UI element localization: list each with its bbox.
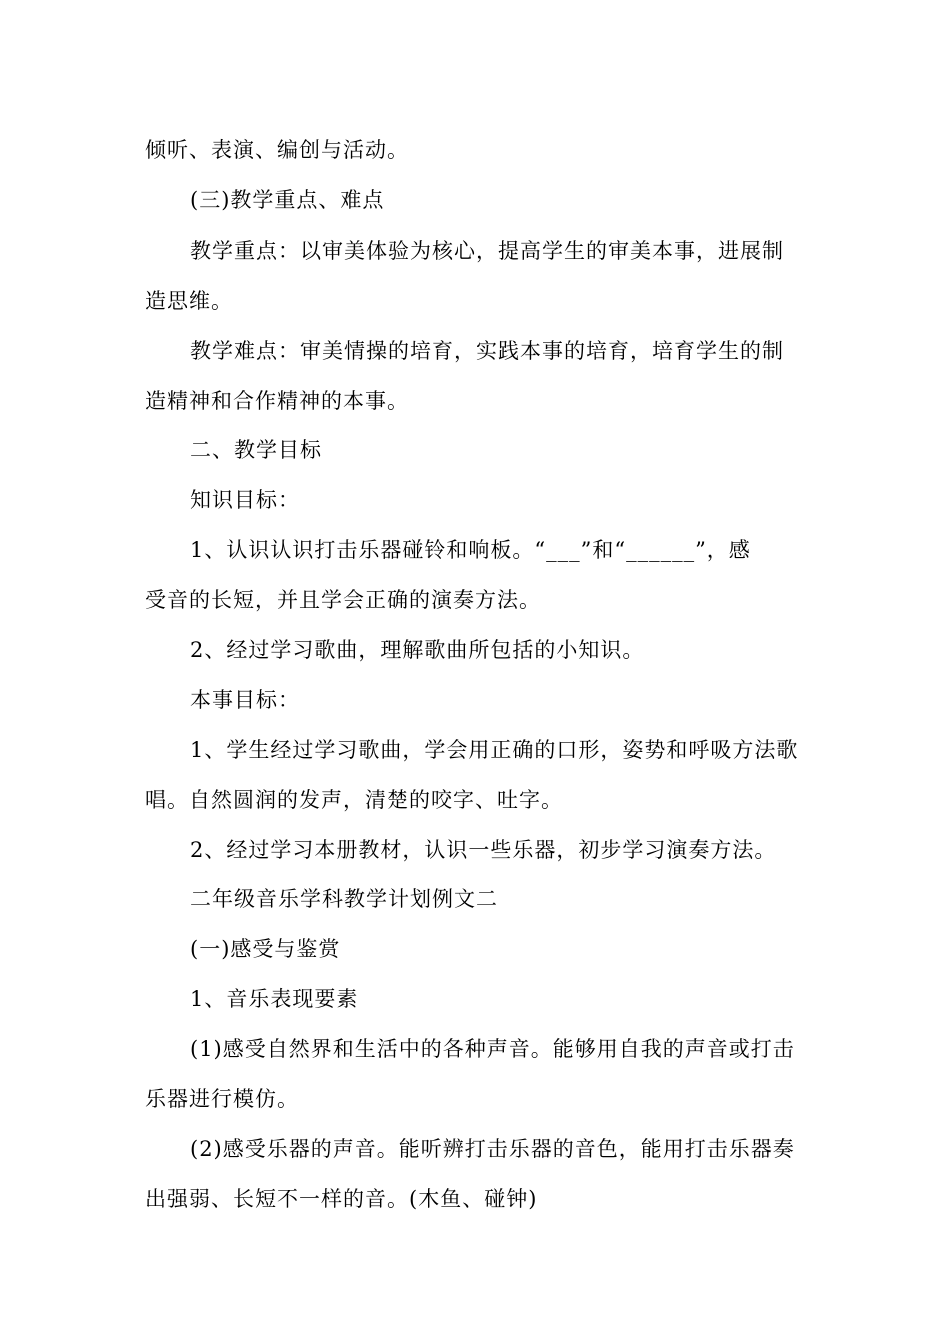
section-heading: 二年级音乐学科教学计划例文二 <box>190 887 498 911</box>
section-heading: 二、教学目标 <box>190 438 322 462</box>
subsection-heading: 1、音乐表现要素 <box>190 987 359 1011</box>
paragraph-line: 1、认识认识打击乐器碰铃和响板。“___”和“______”，感 <box>190 538 751 562</box>
paragraph-line: (2)感受乐器的声音。能听辨打击乐器的音色，能用打击乐器奏 <box>190 1137 795 1161</box>
paragraph-line: 2、经过学习本册教材，认识一些乐器，初步学习演奏方法。 <box>190 838 777 862</box>
section-heading: (一)感受与鉴赏 <box>190 937 341 961</box>
paragraph-line: 造精神和合作精神的本事。 <box>145 389 409 413</box>
paragraph-line: 2、经过学习歌曲，理解歌曲所包括的小知识。 <box>190 638 645 662</box>
paragraph-line: (1)感受自然界和生活中的各种声音。能够用自我的声音或打击 <box>190 1037 795 1061</box>
paragraph-line: 受音的长短，并且学会正确的演奏方法。 <box>145 588 541 612</box>
paragraph-line: 倾听、表演、编创与活动。 <box>145 138 409 162</box>
section-heading: (三)教学重点、难点 <box>190 188 385 212</box>
paragraph-line: 乐器进行模仿。 <box>145 1087 299 1111</box>
paragraph-line: 唱。自然圆润的发声，清楚的咬字、吐字。 <box>145 788 563 812</box>
paragraph-line: 出强弱、长短不一样的音。(木鱼、碰钟) <box>145 1187 538 1211</box>
paragraph-line: 教学难点：审美情操的培育，实践本事的培育，培育学生的制 <box>190 339 784 363</box>
paragraph-line: 教学重点：以审美体验为核心，提高学生的审美本事，进展制 <box>190 239 784 263</box>
paragraph-line: 造思维。 <box>145 289 233 313</box>
subsection-heading: 本事目标： <box>190 688 300 712</box>
paragraph-line: 1、学生经过学习歌曲，学会用正确的口形，姿势和呼吸方法歌 <box>190 738 799 762</box>
subsection-heading: 知识目标： <box>190 488 300 512</box>
